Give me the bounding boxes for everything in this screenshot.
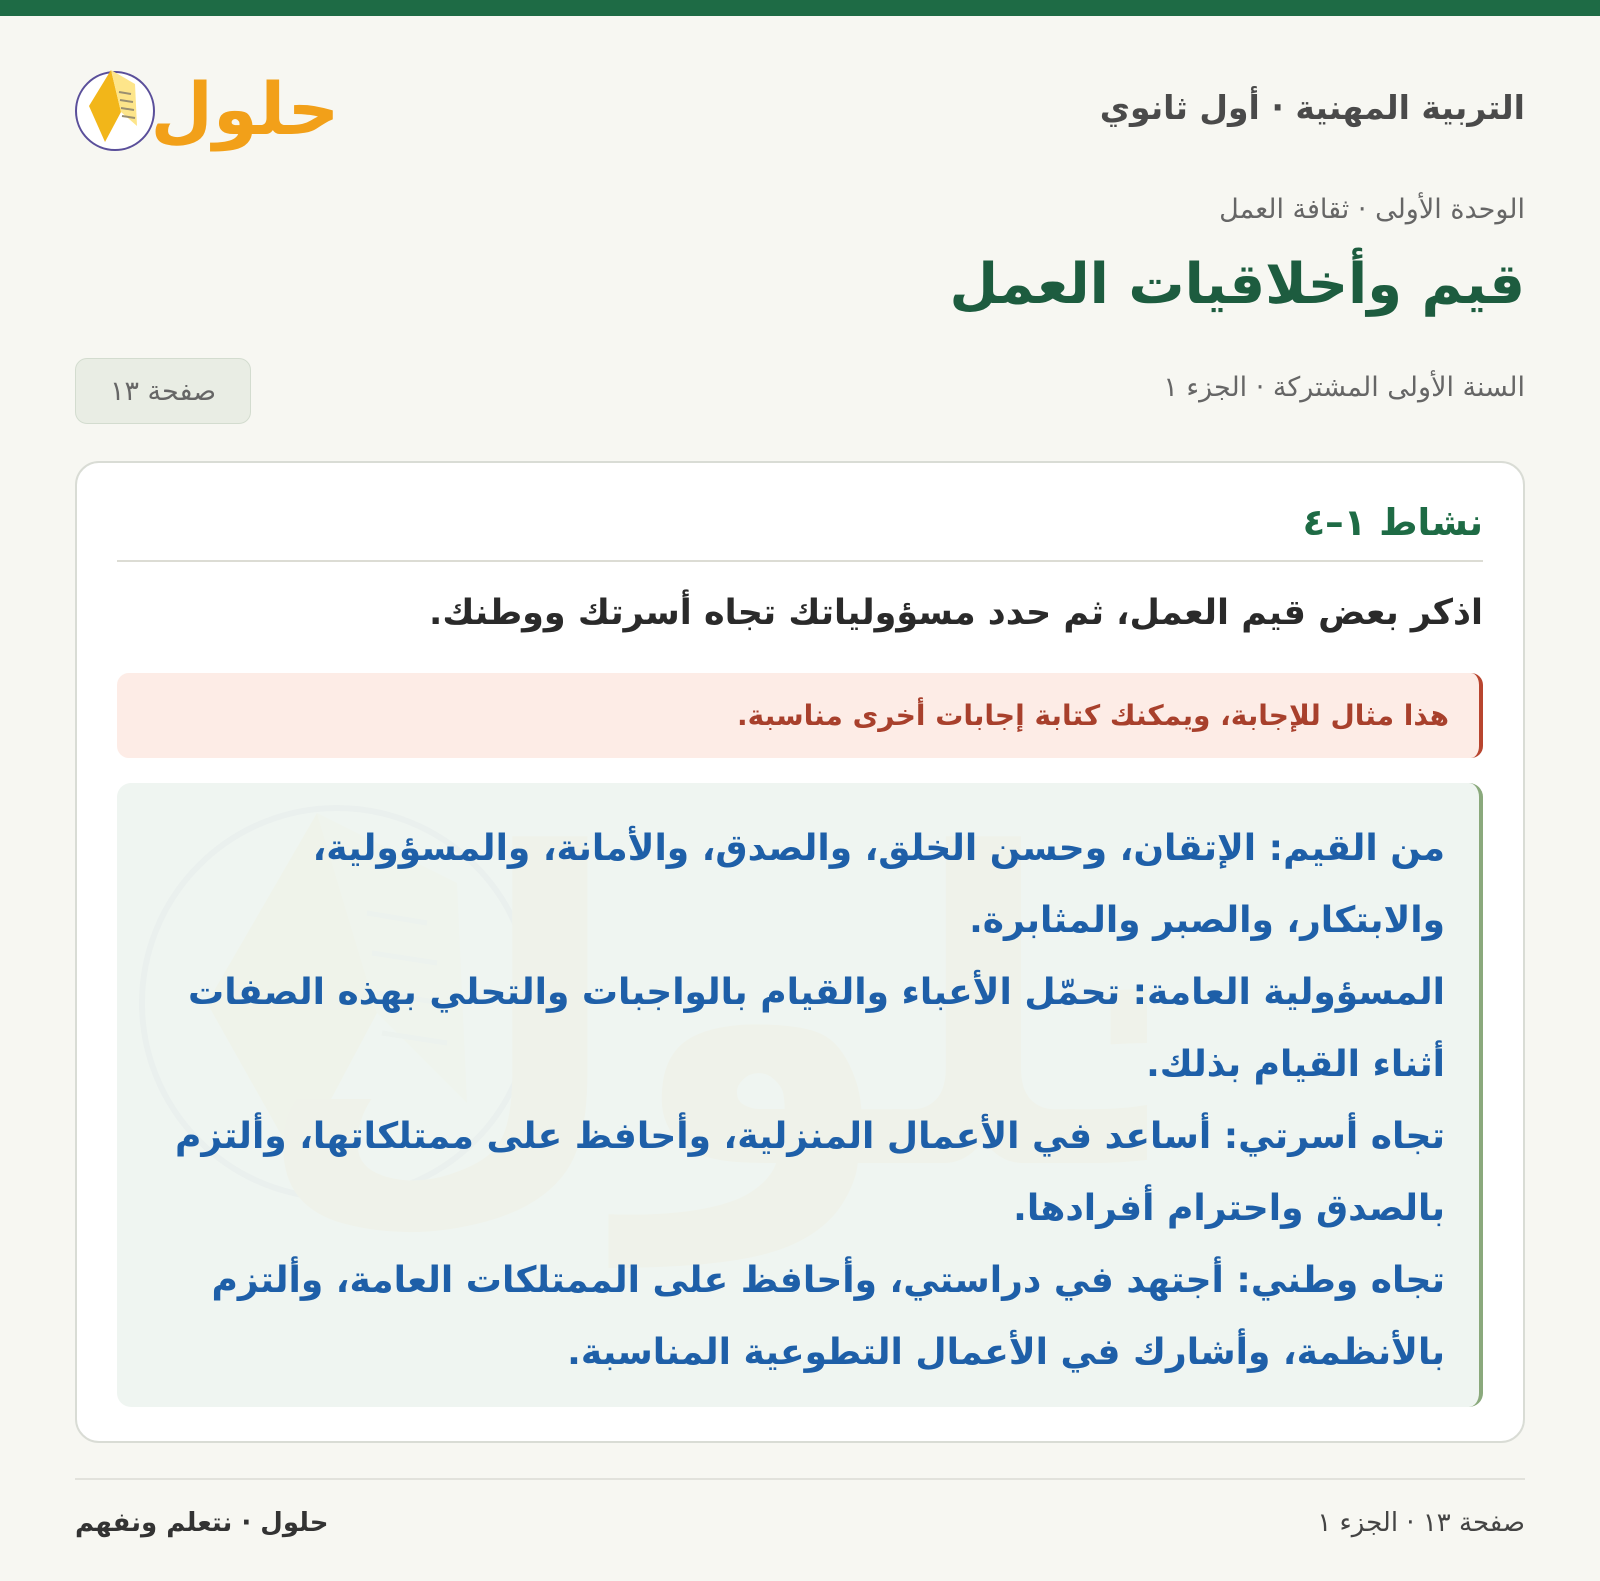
- title-divider: [117, 560, 1483, 562]
- answer-general-responsibility: المسؤولية العامة: تحمّل الأعباء والقيام بالواجبات والتحلي بهذه الصفات أثناء القيام بذلك.: [188, 972, 1445, 1085]
- subject-title: التربية المهنية · أول ثانوي: [1099, 88, 1525, 127]
- footer-page-info: صفحة ١٣ · الجزء ١: [1317, 1508, 1525, 1538]
- year-part-line: السنة الأولى المشتركة · الجزء ١: [1163, 372, 1525, 403]
- page-header: [75, 50, 1525, 170]
- top-accent-bar: [0, 0, 1600, 16]
- book-logo-icon: [75, 50, 345, 160]
- answer-family: تجاه أسرتي: أساعد في الأعمال المنزلية، وأحافظ على ممتلكاتها، وألتزم بالصدق واحترام أفرادها.: [174, 1116, 1445, 1229]
- answer-values: من القيم: الإتقان، وحسن الخلق، والصدق، والأمانة، والمسؤولية، والابتكار، والصبر والمثابرة.: [312, 828, 1445, 941]
- logo-wordmark: حلول: [150, 67, 340, 151]
- answer-country: تجاه وطني: أجتهد في دراستي، وأحافظ على الممتلكات العامة، وألتزم بالأنظمة، وأشارك في الأعمال التطوعية المناسبة.: [211, 1260, 1445, 1373]
- activity-title: نشاط ١–٤: [1302, 501, 1483, 544]
- answer-note: [117, 673, 1483, 758]
- footer-brand: حلول · نتعلم ونفهم: [75, 1508, 329, 1538]
- unit-breadcrumb: الوحدة الأولى · ثقافة العمل: [1219, 194, 1525, 225]
- footer-divider: [75, 1478, 1525, 1480]
- page-badge: صفحة ١٣: [75, 358, 251, 424]
- answer-note-text: هذا مثال للإجابة، ويمكنك كتابة إجابات أخرى مناسبة.: [737, 699, 1449, 732]
- activity-card: [75, 461, 1525, 1443]
- answer-box: [117, 783, 1483, 1407]
- logo[interactable]: [75, 50, 345, 160]
- activity-question: اذكر بعض قيم العمل، ثم حدد مسؤولياتك تجاه أسرتك ووطنك.: [429, 593, 1483, 633]
- answer-text: [151, 813, 1445, 1389]
- lesson-title: قيم وأخلاقيات العمل: [949, 252, 1525, 317]
